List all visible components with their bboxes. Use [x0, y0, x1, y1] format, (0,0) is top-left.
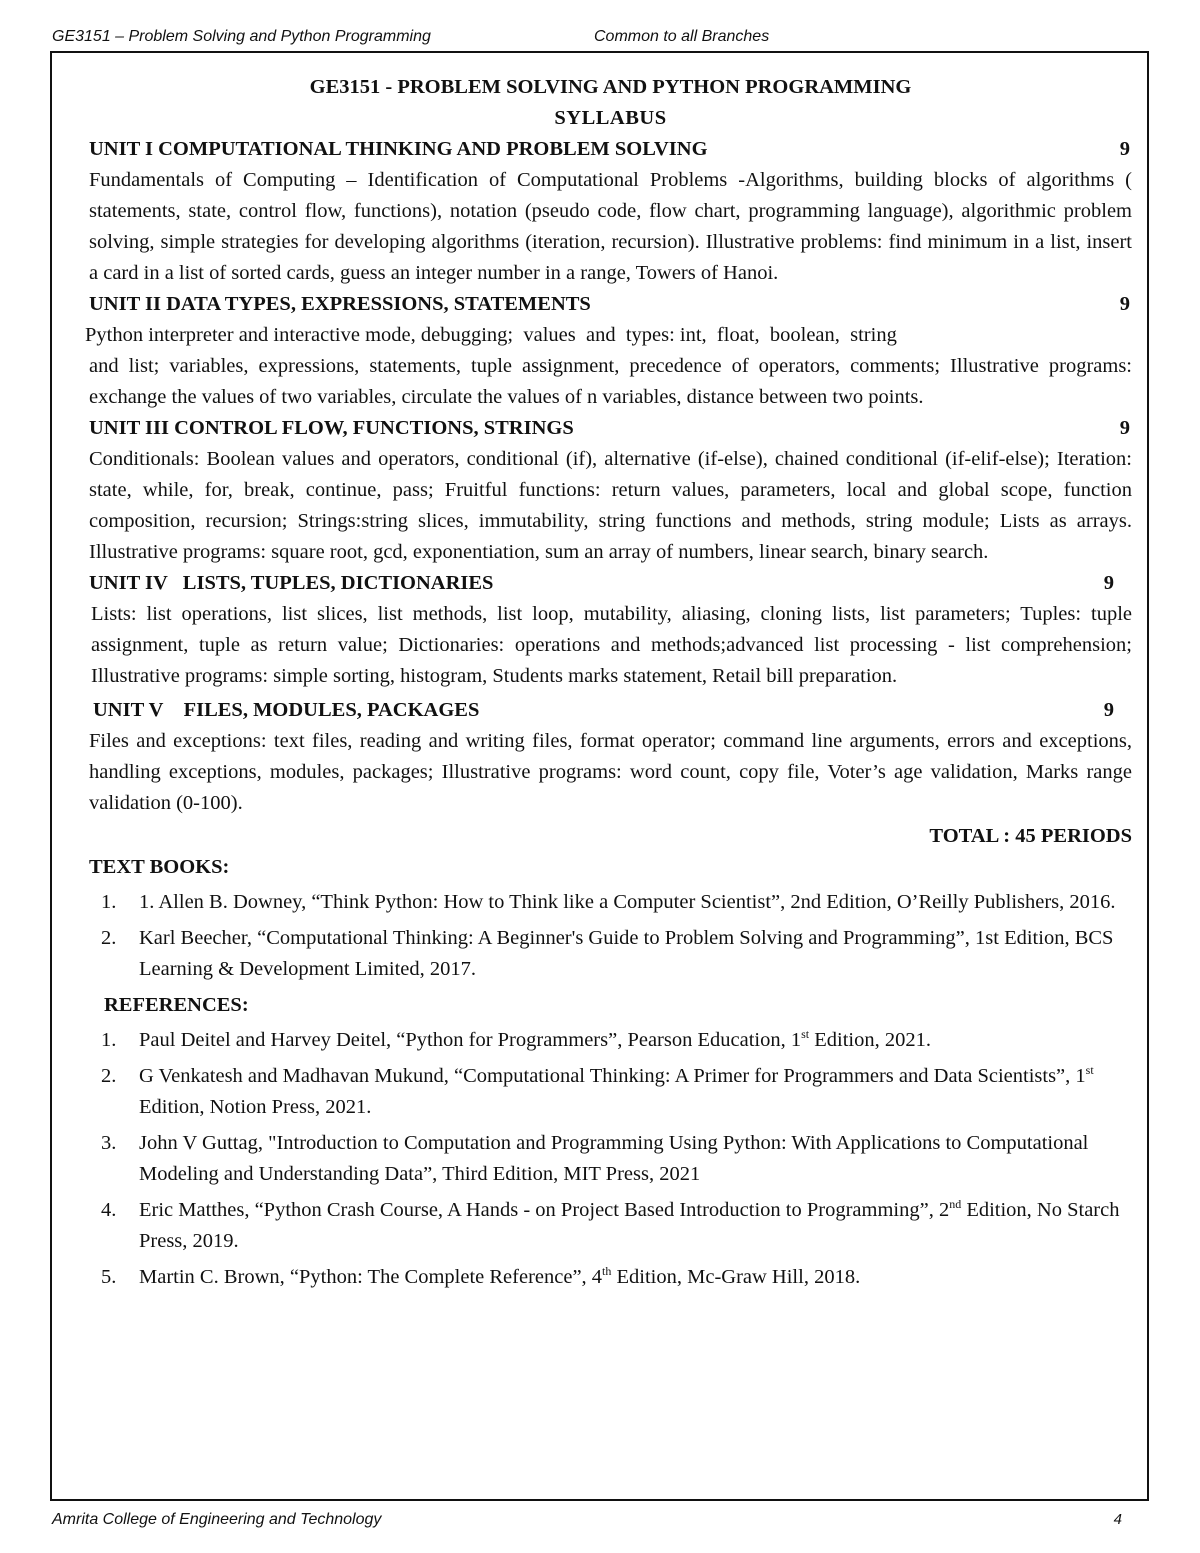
- list-item: [89, 923, 1132, 985]
- list-item: [89, 1025, 1132, 1056]
- list-item-number: 2.: [101, 1065, 117, 1087]
- unit-3-title: UNIT III CONTROL FLOW, FUNCTIONS, STRINGS: [89, 417, 574, 439]
- list-item-text: Martin C. Brown, “Python: The Complete Reference”, 4: [139, 1266, 603, 1288]
- unit-2-title: UNIT II DATA TYPES, EXPRESSIONS, STATEMENTS: [89, 293, 591, 315]
- unit-3-hours: 9: [1119, 417, 1130, 439]
- unit-3-heading: [89, 413, 1132, 444]
- list-item: [89, 887, 1132, 918]
- unit-2-heading: [89, 289, 1132, 320]
- unit-5-hours: 9: [1103, 699, 1114, 721]
- list-item-text-cont: Edition, 2021.: [809, 1029, 931, 1051]
- unit-4-text: Lists: list operations, list slices, list methods, list loop, mutability, aliasing, cloning lists, list parameters; Tuples: tuple assignment, tuple as return value; Dictionaries: operations and methods;advanced list processing - list comprehension; Illustrative programs: simple sorting, histogram, Students marks statement, Retail bill preparation.: [91, 603, 1132, 687]
- list-item-text-cont: Edition, No Starch Press, 2019.: [139, 1199, 1120, 1252]
- list-item-text-cont: Edition, Notion Press, 2021.: [139, 1096, 372, 1118]
- list-item-number: 2.: [101, 927, 117, 949]
- unit-5-title: UNIT V FILES, MODULES, PACKAGES: [93, 699, 480, 721]
- list-item-text: G Venkatesh and Madhavan Mukund, “Computational Thinking: A Primer for Programmers and Data Scientists”, 1: [139, 1065, 1086, 1087]
- unit-1-title: UNIT I COMPUTATIONAL THINKING AND PROBLEM SOLVING: [89, 138, 708, 160]
- footer-college-name: Amrita College of Engineering and Technology: [52, 1511, 382, 1528]
- unit-2-text: and list; variables, expressions, statements, tuple assignment, precedence of operators, comments; Illustrative programs: exchange the values of two variables, circulate the values of n variables, distance between two points.: [89, 355, 1132, 408]
- header-branches: Common to all Branches: [594, 28, 770, 45]
- unit-4-title: UNIT IV LISTS, TUPLES, DICTIONARIES: [89, 572, 494, 594]
- page-footer: [52, 1511, 1122, 1533]
- page-number: 4: [1113, 1511, 1122, 1528]
- list-item-number: 1.: [101, 891, 117, 913]
- unit-4-hours: 9: [1103, 572, 1114, 594]
- list-item-number: 5.: [101, 1266, 117, 1288]
- unit-4-heading: [89, 568, 1132, 599]
- references-heading: REFERENCES:: [104, 994, 249, 1016]
- list-item-number: 3.: [101, 1132, 117, 1154]
- unit-5-text: Files and exceptions: text files, reading and writing files, format operator; command line arguments, errors and exceptions, handling exceptions, modules, packages; Illustrative programs: word count, copy file, Voter’s age validation, Marks range validation (0-100).: [89, 730, 1132, 814]
- ordinal-suffix: st: [1085, 1063, 1094, 1078]
- page-header: [52, 28, 1122, 50]
- list-item: [89, 1262, 1132, 1293]
- list-item: [89, 1128, 1132, 1190]
- ordinal-suffix: st: [801, 1027, 810, 1042]
- list-item-text-cont: Edition, Mc-Graw Hill, 2018.: [611, 1266, 861, 1288]
- list-item-text: Eric Matthes, “Python Crash Course, A Hands - on Project Based Introduction to Programming”, 2: [139, 1199, 950, 1221]
- list-item-text: Paul Deitel and Harvey Deitel, “Python for Programmers”, Pearson Education, 1: [139, 1029, 802, 1051]
- header-course-title: GE3151 – Problem Solving and Python Programming: [52, 28, 431, 45]
- unit-2-hours: 9: [1119, 293, 1130, 315]
- list-item-text: John V Guttag, "Introduction to Computation and Programming Using Python: With Applications to Computational Modeling and Understanding Data”, Third Edition, MIT Press, 2021: [139, 1132, 1089, 1185]
- page-subtitle: SYLLABUS: [554, 107, 667, 129]
- syllabus-content: [85, 72, 1132, 1298]
- unit-1-hours: 9: [1119, 138, 1130, 160]
- ordinal-suffix: th: [602, 1264, 612, 1279]
- unit-2-text-line1: Python interpreter and interactive mode, debugging; values and types: int, float, boolean, string: [85, 324, 897, 346]
- text-books-heading: TEXT BOOKS:: [89, 856, 230, 878]
- list-item-text: 1. Allen B. Downey, “Think Python: How to Think like a Computer Scientist”, 2nd Edition, O’Reilly Publishers, 2016.: [139, 891, 1116, 913]
- text-books-list: [89, 887, 1132, 985]
- page-title: GE3151 - PROBLEM SOLVING AND PYTHON PROGRAMMING: [309, 76, 912, 98]
- list-item: [89, 1061, 1132, 1123]
- total-periods: TOTAL : 45 PERIODS: [929, 825, 1132, 847]
- ordinal-suffix: nd: [949, 1197, 962, 1212]
- list-item-number: 4.: [101, 1199, 117, 1221]
- unit-5-heading: [89, 695, 1132, 726]
- list-item: [89, 1195, 1132, 1257]
- list-item-number: 1.: [101, 1029, 117, 1051]
- unit-1-text: Fundamentals of Computing – Identification of Computational Problems -Algorithms, building blocks of algorithms ( statements, state, control flow, functions), notation (pseudo code, flow chart, programming language), algorithmic problem solving, simple strategies for developing algorithms (iteration, recursion). Illustrative problems: find minimum in a list, insert a card in a list of sorted cards, guess an integer number in a range, Towers of Hanoi.: [89, 169, 1132, 284]
- unit-1-heading: [89, 134, 1132, 165]
- references-list: [89, 1025, 1132, 1293]
- unit-3-text: Conditionals: Boolean values and operators, conditional (if), alternative (if-else), chained conditional (if-elif-else); Iteration: state, while, for, break, continue, pass; Fruitful functions: return values, parameters, local and global scope, function composition, recursion; Strings:string slices, immutability, string functions and methods, string module; Lists as arrays. Illustrative programs: square root, gcd, exponentiation, sum an array of numbers, linear search, binary search.: [89, 448, 1132, 563]
- list-item-text: Karl Beecher, “Computational Thinking: A Beginner's Guide to Problem Solving and Programming”, 1st Edition, BCS Learning & Development Limited, 2017.: [139, 927, 1114, 980]
